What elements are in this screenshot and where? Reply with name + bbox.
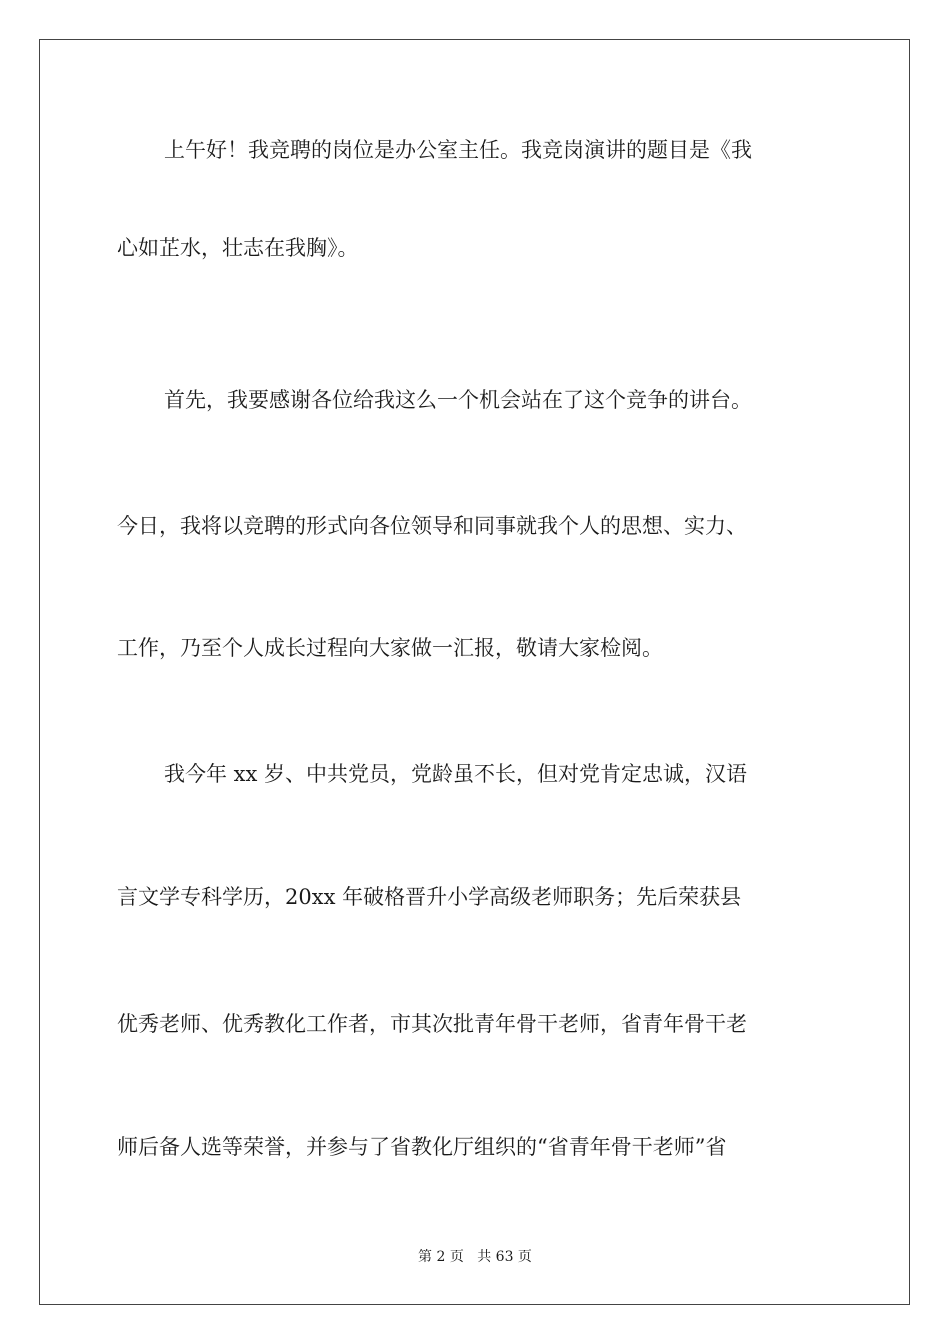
- text-line-6: 我今年 xx 岁、中共党员，党龄虽不长，但对党肯定忠诚，汉语: [164, 762, 748, 786]
- page-number: 第 2 页: [418, 1249, 464, 1265]
- text-line-3: 首先，我要感谢各位给我这么一个机会站在了这个竞争的讲台。: [164, 388, 752, 412]
- text-line-5: 工作，乃至个人成长过程向大家做一汇报，敬请大家检阅。: [117, 636, 663, 660]
- text-line-8: 优秀老师、优秀教化工作者，市其次批青年骨干老师，省青年骨干老: [117, 1012, 747, 1036]
- text-line-9: 师后备人选等荣誉，并参与了省教化厅组织的“省青年骨干老师”省: [117, 1135, 727, 1159]
- page-border: [39, 39, 910, 1305]
- page-total: 共 63 页: [477, 1249, 532, 1265]
- text-line-1: 上午好！我竞聘的岗位是办公室主任。我竞岗演讲的题目是《我: [164, 138, 752, 162]
- text-line-7: 言文学专科学历，20xx 年破格晋升小学高级老师职务；先后荣获县: [117, 885, 742, 909]
- text-line-2: 心如芷水，壮志在我胸》。: [117, 236, 359, 260]
- page-footer: [0, 1247, 950, 1267]
- text-line-4: 今日，我将以竞聘的形式向各位领导和同事就我个人的思想、实力、: [117, 514, 747, 538]
